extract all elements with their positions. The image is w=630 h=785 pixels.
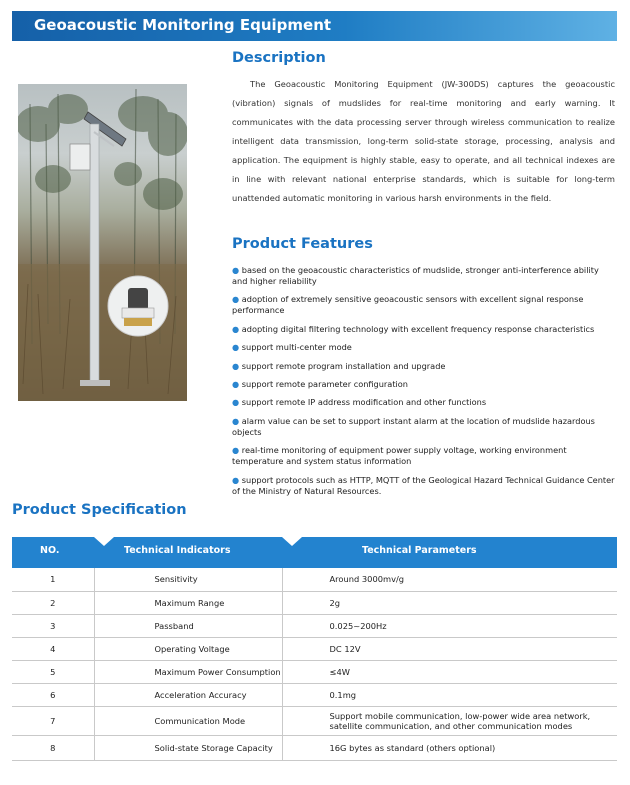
bullet-icon: ● — [232, 265, 240, 275]
row-number: 5 — [12, 660, 94, 683]
row-number: 3 — [12, 614, 94, 637]
row-parameter: 16G bytes as standard (others optional) — [282, 735, 617, 760]
table-row — [12, 637, 617, 660]
feature-item — [232, 416, 615, 438]
row-parameter: Around 3000mv/g — [282, 568, 617, 591]
row-number: 2 — [12, 591, 94, 614]
row-indicator: Solid-state Storage Capacity — [94, 735, 282, 760]
description-heading: Description — [232, 50, 326, 66]
table-row — [12, 735, 617, 760]
product-photo — [18, 84, 187, 401]
row-indicator: Communication Mode — [94, 706, 282, 735]
specification-heading: Product Specification — [12, 502, 187, 518]
feature-text: support remote parameter configuration — [241, 378, 408, 389]
bullet-icon: ● — [232, 294, 240, 305]
row-parameter: 2g — [282, 591, 617, 614]
feature-text: adoption of extremely sensitive geoacoustic sensors with excellent signal response performance — [232, 294, 584, 316]
feature-item — [232, 294, 615, 316]
table-row — [12, 614, 617, 637]
feature-item — [232, 475, 615, 497]
feature-text: based on the geoacoustic characteristics of mudslide, stronger anti-interference ability and higher reliability — [232, 265, 599, 286]
row-parameter: 0.1mg — [282, 683, 617, 706]
table-row — [12, 706, 617, 735]
features-heading: Product Features — [232, 236, 373, 252]
row-number: 1 — [12, 568, 94, 591]
row-indicator: Operating Voltage — [94, 637, 282, 660]
row-parameter: 0.025~200Hz — [282, 614, 617, 637]
bullet-icon: ● — [232, 474, 240, 485]
row-indicator: Sensitivity — [94, 568, 282, 591]
row-indicator: Passband — [94, 614, 282, 637]
column-header-indicators: Technical Indicators — [124, 545, 231, 556]
feature-text: support protocols such as HTTP, MQTT of the Geological Hazard Technical Guidance Center of the Ministry of Natural Resources. — [232, 474, 615, 496]
row-indicator: Maximum Power Consumption — [94, 660, 282, 683]
row-parameter: DC 12V — [282, 637, 617, 660]
features-list — [232, 265, 615, 504]
table-header — [12, 537, 617, 568]
feature-text: support multi-center mode — [241, 342, 352, 353]
feature-text: alarm value can be set to support instant alarm at the location of mudslide hazardous objects — [232, 415, 595, 437]
row-number: 6 — [12, 683, 94, 706]
feature-item — [232, 342, 615, 353]
table-row — [12, 591, 617, 614]
feature-text: adopting digital filtering technology with excellent frequency response characteristics — [241, 323, 595, 334]
feature-item — [232, 445, 615, 467]
feature-item — [232, 379, 615, 390]
table-row — [12, 568, 617, 591]
feature-item — [232, 397, 615, 408]
feature-text: support remote program installation and upgrade — [241, 360, 446, 371]
row-number: 7 — [12, 706, 94, 735]
row-indicator: Maximum Range — [94, 591, 282, 614]
page-title: Geoacoustic Monitoring Equipment — [34, 16, 332, 34]
title-banner — [12, 11, 617, 41]
bullet-icon: ● — [232, 378, 240, 389]
description-text: The Geoacoustic Monitoring Equipment (JW-300DS) captures the geoacoustic (vibration) signals of mudslides for real-time monitoring and early warning. It communicates with the data processing server through wireless communication to realize intelligent data transmission, long-term solid-state storage, processing, analysis and application. The equipment is highly stable, easy to operate, and all technical indexes are in line with relevant national enterprise standards, which is suitable for long-term unattended automatic monitoring in various harsh environments in the field. — [232, 79, 615, 203]
bullet-icon: ● — [232, 360, 240, 371]
specification-table — [12, 537, 617, 761]
bullet-icon: ● — [232, 415, 240, 426]
bullet-icon: ● — [232, 323, 240, 334]
row-number: 4 — [12, 637, 94, 660]
bullet-icon: ● — [232, 342, 240, 353]
column-header-parameters: Technical Parameters — [362, 545, 477, 556]
row-indicator: Acceleration Accuracy — [94, 683, 282, 706]
feature-item — [232, 324, 615, 335]
bullet-icon: ● — [232, 397, 240, 408]
feature-text: real-time monitoring of equipment power supply voltage, working environment temperature and system status information — [232, 445, 567, 467]
table-row — [12, 683, 617, 706]
column-header-no: NO. — [40, 545, 60, 556]
bullet-icon: ● — [232, 445, 240, 456]
feature-item — [232, 265, 615, 287]
feature-text: support remote IP address modification and other functions — [241, 397, 487, 408]
feature-item — [232, 361, 615, 372]
row-number: 8 — [12, 735, 94, 760]
row-parameter: Support mobile communication, low-power wide area network, satellite communication, and other communication modes — [282, 706, 617, 735]
row-parameter: ≤4W — [282, 660, 617, 683]
equipment-illustration — [18, 84, 187, 401]
table-row — [12, 660, 617, 683]
